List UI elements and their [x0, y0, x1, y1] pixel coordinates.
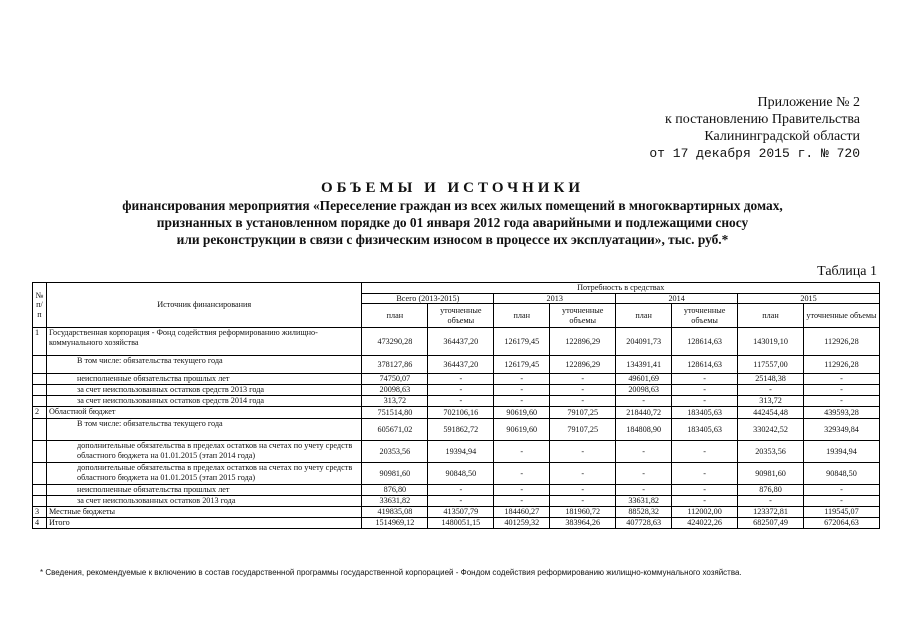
- row-value: 876,80: [738, 485, 804, 496]
- row-source-name: В том числе: обязательства текущего года: [46, 356, 361, 374]
- row-value: 79107,25: [550, 407, 616, 419]
- row-value: 19394,94: [428, 441, 494, 463]
- row-number: [33, 441, 47, 463]
- row-value: 407728,63: [616, 518, 672, 529]
- row-value: -: [672, 396, 738, 407]
- row-number: 2: [33, 407, 47, 419]
- annex-line-1: Приложение № 2: [757, 95, 860, 110]
- title-line-3: или реконструкции в связи с физическим износом в процессе их эксплуатации», тыс. руб.*: [176, 232, 729, 247]
- header-2015: 2015: [738, 293, 880, 304]
- row-value: 1514969,12: [362, 518, 428, 529]
- row-value: -: [428, 396, 494, 407]
- header-refined: уточненные объемы: [804, 304, 880, 328]
- row-source-name: дополнительные обязательства в пределах остатков на счетах по учету средств областного бюджета на 01.01.2015 (этап 2014 года): [46, 441, 361, 463]
- table-row: [33, 419, 880, 441]
- header-2014: 2014: [616, 293, 738, 304]
- title-main: ОБЪЕМЫ И ИСТОЧНИКИ: [320, 180, 585, 196]
- row-source-name: за счет неиспользованных остатков средств 2014 года: [46, 396, 361, 407]
- annex-block: [560, 94, 860, 162]
- row-value: 20353,56: [362, 441, 428, 463]
- row-value: 184460,27: [494, 507, 550, 518]
- row-value: -: [672, 463, 738, 485]
- row-value: 122896,29: [550, 328, 616, 356]
- row-number: [33, 385, 47, 396]
- row-value: 401259,32: [494, 518, 550, 529]
- row-value: -: [550, 396, 616, 407]
- row-value: 313,72: [738, 396, 804, 407]
- table-body: [33, 328, 880, 529]
- header-2013: 2013: [494, 293, 616, 304]
- header-source: Источник финансирования: [46, 283, 361, 328]
- row-value: -: [738, 496, 804, 507]
- row-value: -: [616, 485, 672, 496]
- row-value: 112002,00: [672, 507, 738, 518]
- row-value: 204091,73: [616, 328, 672, 356]
- row-number: 1: [33, 328, 47, 356]
- header-plan: план: [616, 304, 672, 328]
- row-value: 90981,60: [362, 463, 428, 485]
- row-value: 25148,38: [738, 374, 804, 385]
- row-value: 90848,50: [428, 463, 494, 485]
- row-value: 702106,16: [428, 407, 494, 419]
- document-title: [0, 180, 905, 248]
- row-value: -: [804, 396, 880, 407]
- row-value: 90619,60: [494, 407, 550, 419]
- row-value: -: [494, 496, 550, 507]
- row-source-name: Итого: [46, 518, 361, 529]
- row-value: -: [672, 496, 738, 507]
- table-row: [33, 374, 880, 385]
- row-source-name: Государственная корпорация - Фонд содействия реформированию жилищно-коммунального хозяйства: [46, 328, 361, 356]
- table-row: [33, 328, 880, 356]
- row-value: 112926,28: [804, 328, 880, 356]
- table-row: [33, 385, 880, 396]
- row-value: 122896,29: [550, 356, 616, 374]
- row-value: 90848,50: [804, 463, 880, 485]
- row-value: 33631,82: [616, 496, 672, 507]
- header-refined: уточненные объемы: [672, 304, 738, 328]
- row-value: 313,72: [362, 396, 428, 407]
- row-source-name: дополнительные обязательства в пределах остатков на счетах по учету средств областного бюджета на 01.01.2015 (этап 2015 года): [46, 463, 361, 485]
- row-value: -: [494, 374, 550, 385]
- table-row: [33, 518, 880, 529]
- row-number: [33, 463, 47, 485]
- row-value: -: [550, 374, 616, 385]
- row-value: -: [616, 463, 672, 485]
- row-number: 3: [33, 507, 47, 518]
- row-value: -: [616, 396, 672, 407]
- row-source-name: неисполненные обязательства прошлых лет: [46, 485, 361, 496]
- title-line-1: финансирования мероприятия «Переселение граждан из всех жилых помещений в многоквартирных домах,: [122, 198, 783, 213]
- row-value: 20353,56: [738, 441, 804, 463]
- row-value: -: [616, 441, 672, 463]
- annex-line-2: к постановлению Правительства: [664, 112, 860, 127]
- row-value: 117557,00: [738, 356, 804, 374]
- row-value: 126179,45: [494, 328, 550, 356]
- row-value: -: [494, 396, 550, 407]
- row-value: 682507,49: [738, 518, 804, 529]
- row-value: 183405,63: [672, 419, 738, 441]
- row-value: 90619,60: [494, 419, 550, 441]
- row-value: 183405,63: [672, 407, 738, 419]
- row-value: 112926,28: [804, 356, 880, 374]
- header-refined: уточненные объемы: [550, 304, 616, 328]
- row-source-name: неисполненные обязательства прошлых лет: [46, 374, 361, 385]
- row-value: 364437,20: [428, 328, 494, 356]
- row-value: 184808,90: [616, 419, 672, 441]
- table-row: [33, 485, 880, 496]
- row-value: 134391,41: [616, 356, 672, 374]
- header-no: № п/п: [33, 283, 47, 328]
- row-value: 49601,69: [616, 374, 672, 385]
- row-value: -: [672, 441, 738, 463]
- row-value: 181960,72: [550, 507, 616, 518]
- row-value: -: [428, 374, 494, 385]
- row-value: 413507,79: [428, 507, 494, 518]
- row-value: 330242,52: [738, 419, 804, 441]
- row-value: 218440,72: [616, 407, 672, 419]
- row-value: -: [428, 496, 494, 507]
- row-value: 74750,07: [362, 374, 428, 385]
- row-value: -: [672, 385, 738, 396]
- row-value: 20098,63: [362, 385, 428, 396]
- row-value: -: [494, 441, 550, 463]
- row-value: 591862,72: [428, 419, 494, 441]
- row-value: 20098,63: [616, 385, 672, 396]
- row-value: 439593,28: [804, 407, 880, 419]
- row-number: [33, 396, 47, 407]
- row-value: 419835,08: [362, 507, 428, 518]
- row-value: 329349,84: [804, 419, 880, 441]
- row-value: 126179,45: [494, 356, 550, 374]
- row-value: -: [804, 385, 880, 396]
- row-value: -: [494, 463, 550, 485]
- header-plan: план: [362, 304, 428, 328]
- row-value: 128614,63: [672, 356, 738, 374]
- row-value: 876,80: [362, 485, 428, 496]
- table-row: [33, 441, 880, 463]
- row-value: 378127,86: [362, 356, 428, 374]
- row-number: [33, 485, 47, 496]
- table-row: [33, 396, 880, 407]
- row-source-name: Областной бюджет: [46, 407, 361, 419]
- row-source-name: за счет неиспользованных остатков 2013 года: [46, 496, 361, 507]
- row-value: 473290,28: [362, 328, 428, 356]
- row-value: 1480051,15: [428, 518, 494, 529]
- row-number: [33, 419, 47, 441]
- row-value: 123372,81: [738, 507, 804, 518]
- row-value: 751514,80: [362, 407, 428, 419]
- row-value: 143019,10: [738, 328, 804, 356]
- row-value: 364437,20: [428, 356, 494, 374]
- row-value: 90981,60: [738, 463, 804, 485]
- row-value: 119545,07: [804, 507, 880, 518]
- row-value: -: [550, 385, 616, 396]
- table-row: [33, 356, 880, 374]
- row-value: 88528,32: [616, 507, 672, 518]
- row-value: -: [672, 485, 738, 496]
- row-value: -: [738, 385, 804, 396]
- row-value: -: [550, 496, 616, 507]
- footnote: * Сведения, рекомендуемые к включению в состав государственной программы государственной корпорацией - Фондом содействия реформированию жилищно-коммунального хозяйства.: [40, 568, 742, 577]
- row-value: 128614,63: [672, 328, 738, 356]
- row-value: 672064,63: [804, 518, 880, 529]
- row-value: -: [804, 485, 880, 496]
- table-row: [33, 463, 880, 485]
- row-value: -: [428, 485, 494, 496]
- row-value: 605671,02: [362, 419, 428, 441]
- table-row: [33, 496, 880, 507]
- row-value: -: [428, 385, 494, 396]
- table-row: [33, 507, 880, 518]
- row-value: -: [550, 441, 616, 463]
- header-need: Потребность в средствах: [362, 283, 880, 294]
- row-value: -: [804, 496, 880, 507]
- row-value: 19394,94: [804, 441, 880, 463]
- row-number: [33, 356, 47, 374]
- row-number: [33, 374, 47, 385]
- row-number: 4: [33, 518, 47, 529]
- row-value: 383964,26: [550, 518, 616, 529]
- row-value: 33631,82: [362, 496, 428, 507]
- row-value: 424022,26: [672, 518, 738, 529]
- row-value: -: [550, 463, 616, 485]
- row-source-name: Местные бюджеты: [46, 507, 361, 518]
- header-refined: уточненные объемы: [428, 304, 494, 328]
- row-value: -: [494, 485, 550, 496]
- table-label: Таблица 1: [817, 264, 877, 279]
- row-value: 442454,48: [738, 407, 804, 419]
- row-value: 79107,25: [550, 419, 616, 441]
- row-value: -: [672, 374, 738, 385]
- table-row: [33, 407, 880, 419]
- funding-table: [32, 282, 880, 529]
- row-value: -: [804, 374, 880, 385]
- annex-line-4: от 17 декабря 2015 г. № 720: [649, 146, 860, 161]
- row-source-name: за счет неиспользованных остатков средств 2013 года: [46, 385, 361, 396]
- header-total: Всего (2013-2015): [362, 293, 494, 304]
- row-source-name: В том числе: обязательства текущего года: [46, 419, 361, 441]
- annex-line-3: Калининградской области: [704, 129, 860, 144]
- title-line-2: признанных в установленном порядке до 01 января 2012 года аварийными и подлежащими сносу: [156, 215, 749, 230]
- header-plan: план: [494, 304, 550, 328]
- header-plan: план: [738, 304, 804, 328]
- row-value: -: [550, 485, 616, 496]
- row-number: [33, 496, 47, 507]
- row-value: -: [494, 385, 550, 396]
